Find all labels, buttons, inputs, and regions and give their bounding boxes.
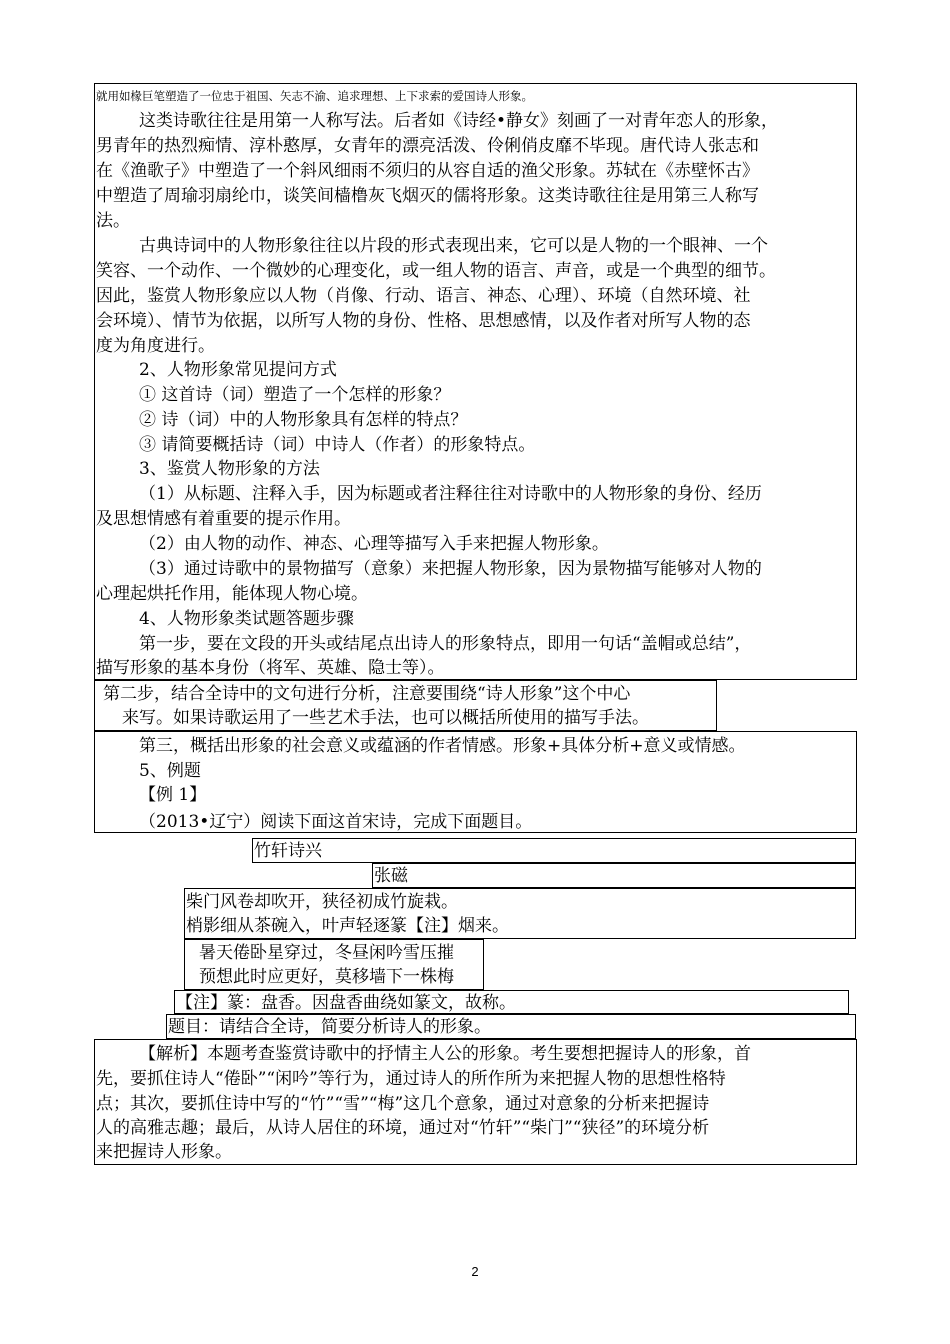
paragraph-line: 会环境）、情节为依据，以所写人物的身份、性格、思想感情，以及作者对所写人物的态 <box>96 311 751 331</box>
poem-note-box <box>174 990 849 1014</box>
section-heading: 5、例题 <box>139 761 201 781</box>
paragraph-line: 第二步，结合全诗中的文句进行分析，注意要围绕“诗人形象”这个中心 <box>103 684 631 704</box>
paragraph-line: 第一步，要在文段的开头或结尾点出诗人的形象特点，即用一句话“盖帽或总结”， <box>139 634 752 654</box>
step-two-box <box>94 680 717 731</box>
paragraph-line: 描写形象的基本身份（将军、英雄、隐士等）。 <box>96 658 445 678</box>
example-source: （2013•辽宁）阅读下面这首宋诗，完成下面题目。 <box>139 812 533 832</box>
poem-verse-first <box>184 888 856 939</box>
method-item: （2）由人物的动作、神态、心理等描写入手来把握人物形象。 <box>139 534 609 554</box>
section-heading: 3、鉴赏人物形象的方法 <box>139 459 320 479</box>
poem-author-box <box>372 863 856 888</box>
question-item: ① 这首诗（词）塑造了一个怎样的形象？ <box>139 385 451 405</box>
poem-author: 张磁 <box>374 866 408 886</box>
paragraph-line: 及思想情感有着重要的提示作用。 <box>96 509 351 529</box>
paragraph-line: 点；其次，要抓住诗中写的“竹”“雪”“梅”这几个意象，通过对意象的分析来把握诗 <box>96 1094 710 1114</box>
paragraph-line: 【解析】本题考查鉴赏诗歌中的抒情主人公的形象。考生要想把握诗人的形象，首 <box>139 1044 751 1064</box>
section-example <box>94 731 857 833</box>
example-label: 【例 1】 <box>139 785 207 805</box>
paragraph-line: 笑容、一个动作、一个微妙的心理变化，或一组人物的语言、声音，或是一个典型的细节。 <box>96 261 776 281</box>
poem-line: 梢影细从茶碗入，叶声轻逐篆【注】烟来。 <box>186 916 509 936</box>
paragraph-line: 法。 <box>96 211 130 231</box>
paragraph-line: 男青年的热烈痴情、淳朴憨厚，女青年的漂亮活泼、伶俐俏皮靡不毕现。唐代诗人张志和 <box>96 136 759 156</box>
paragraph-line: 度为角度进行。 <box>96 336 215 356</box>
paragraph-line: 来写。如果诗歌运用了一些艺术手法，也可以概括所使用的描写手法。 <box>122 708 649 728</box>
page-number: 2 <box>471 1264 479 1279</box>
section-heading: 4、人物形象类试题答题步骤 <box>139 609 354 629</box>
question-item: ② 诗（词）中的人物形象具有怎样的特点？ <box>139 410 468 430</box>
poem-verse-second <box>184 939 484 990</box>
paragraph-line: 古典诗词中的人物形象往往以片段的形式表现出来，它可以是人物的一个眼神、一个 <box>139 236 768 256</box>
poem-title-box <box>252 838 856 863</box>
poem-line: 预想此时应更好，莫移墙下一株梅 <box>199 967 454 987</box>
paragraph-line: 人的高雅志趣；最后，从诗人居住的环境，通过对“竹轩”“柴门”“狭径”的环境分析 <box>96 1118 710 1138</box>
paragraph-line: 这类诗歌往往是用第一人称写法。后者如《诗经•静女》刻画了一对青年恋人的形象， <box>139 111 779 131</box>
paragraph-line: 先，要抓住诗人“倦卧”“闲吟”等行为，通过诗人的所作所为来把握人物的思想性格特 <box>96 1069 726 1089</box>
section-heading: 2、人物形象常见提问方式 <box>139 360 337 380</box>
paragraph-line: 在《渔歌子》中塑造了一个斜风细雨不须归的从容自适的渔父形象。苏轼在《赤壁怀古》 <box>96 161 759 181</box>
method-item: （3）通过诗歌中的景物描写（意象）来把握人物形象，因为景物描写能够对人物的 <box>139 559 762 579</box>
question-text: 题目：请结合全诗，简要分析诗人的形象。 <box>168 1017 491 1037</box>
paragraph-line: 来把握诗人形象。 <box>96 1142 232 1162</box>
section-methods <box>94 83 857 680</box>
poem-line: 柴门风卷却吹开，狭径初成竹旋栽。 <box>186 892 458 912</box>
poem-note: 【注】篆：盘香。因盘香曲绕如篆文，故称。 <box>176 993 516 1013</box>
paragraph-line: 中塑造了周瑜羽扇纶巾，谈笑间樯橹灰飞烟灭的儒将形象。这类诗歌往往是用第三人称写 <box>96 186 759 206</box>
question-box <box>166 1014 856 1039</box>
poem-title: 竹轩诗兴 <box>254 841 322 861</box>
analysis-box <box>94 1039 857 1165</box>
paragraph-line: 因此，鉴赏人物形象应以人物（肖像、行动、语言、神态、心理）、环境（自然环境、社 <box>96 286 751 306</box>
method-item: （1）从标题、注释入手，因为标题或者注释往往对诗歌中的人物形象的身份、经历 <box>139 484 762 504</box>
poem-line: 暑天倦卧星穿过，冬昼闲吟雪压摧 <box>199 943 454 963</box>
question-item: ③ 请简要概括诗（词）中诗人（作者）的形象特点。 <box>139 435 536 455</box>
paragraph-line: 第三，概括出形象的社会意义或蕴涵的作者情感。形象+具体分析+意义或情感。 <box>139 736 746 756</box>
paragraph-line: 心理起烘托作用，能体现人物心境。 <box>96 584 368 604</box>
paragraph-line: 就用如椽巨笔塑造了一位忠于祖国、矢志不渝、追求理想、上下求索的爱国诗人形象。 <box>96 89 533 103</box>
